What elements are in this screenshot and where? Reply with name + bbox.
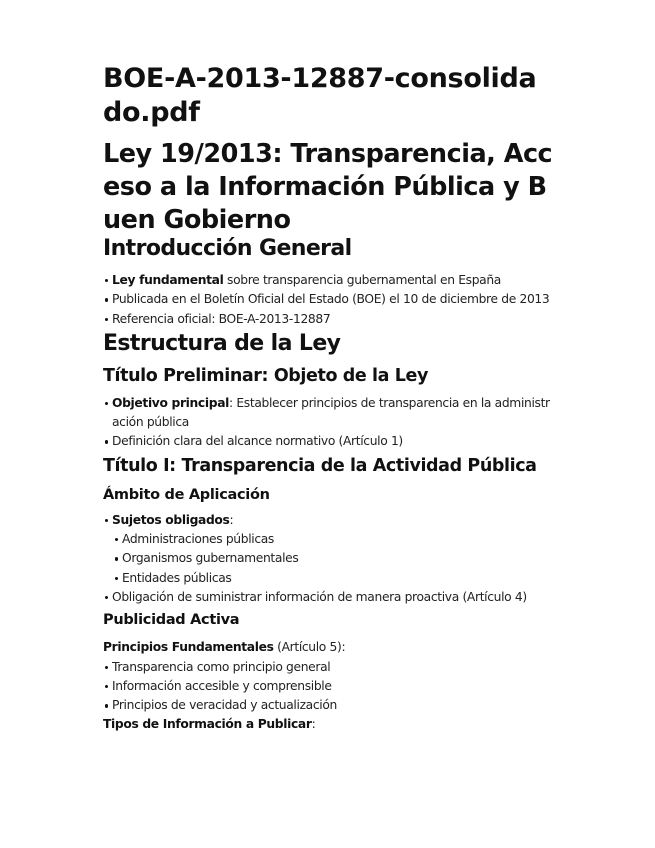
intro-list [103, 271, 553, 329]
list-item: Publicada en el Boletín Oficial del Estado (BOE) el 10 de diciembre de 2013 [112, 290, 553, 309]
list-item: Obligación de suministrar información de manera proactiva (Artículo 4) [112, 588, 553, 607]
list-item: Sujetos obligados: Administraciones públicas Organismos gubernamentales Entidades públicas [112, 511, 553, 588]
list-item: Información accesible y comprensible [112, 677, 553, 696]
principles-paragraph: Principios Fundamentales (Artículo 5): [103, 640, 346, 655]
list-item: Definición clara del alcance normativo (Artículo 1) [112, 432, 553, 451]
preliminary-title-heading: Título Preliminar: Objeto de la Ley [103, 365, 428, 386]
preliminary-list [103, 394, 553, 452]
scope-heading: Ámbito de Aplicación [103, 486, 270, 503]
document-page [103, 62, 553, 735]
active-publicity-heading: Publicidad Activa [103, 612, 240, 629]
list-item: Referencia oficial: BOE-A-2013-12887 [112, 310, 553, 329]
list-item: Administraciones públicas [122, 530, 553, 549]
title-one-heading: Título I: Transparencia de la Actividad Pública [103, 455, 537, 476]
obliged-subjects-list [112, 530, 553, 588]
scope-list [103, 511, 553, 607]
info-types-paragraph: Tipos de Información a Publicar: [103, 717, 316, 732]
law-title: Ley 19/2013: Transparencia, Acceso a la Información Pública y Buen Gobierno [103, 139, 553, 235]
structure-heading: Estructura de la Ley [103, 330, 341, 356]
list-item: Objetivo principal: Establecer principios de transparencia en la administración pública [112, 394, 553, 433]
list-item: Ley fundamental sobre transparencia gubernamental en España [112, 271, 553, 290]
intro-heading: Introducción General [103, 236, 352, 261]
list-item: Transparencia como principio general [112, 658, 553, 677]
list-item: Organismos gubernamentales [122, 549, 553, 568]
list-item: Principios de veracidad y actualización [112, 696, 553, 715]
list-item: Entidades públicas [122, 569, 553, 588]
document-filename: BOE-A-2013-12887-consolidado.pdf [103, 63, 537, 128]
principles-list [103, 658, 553, 716]
